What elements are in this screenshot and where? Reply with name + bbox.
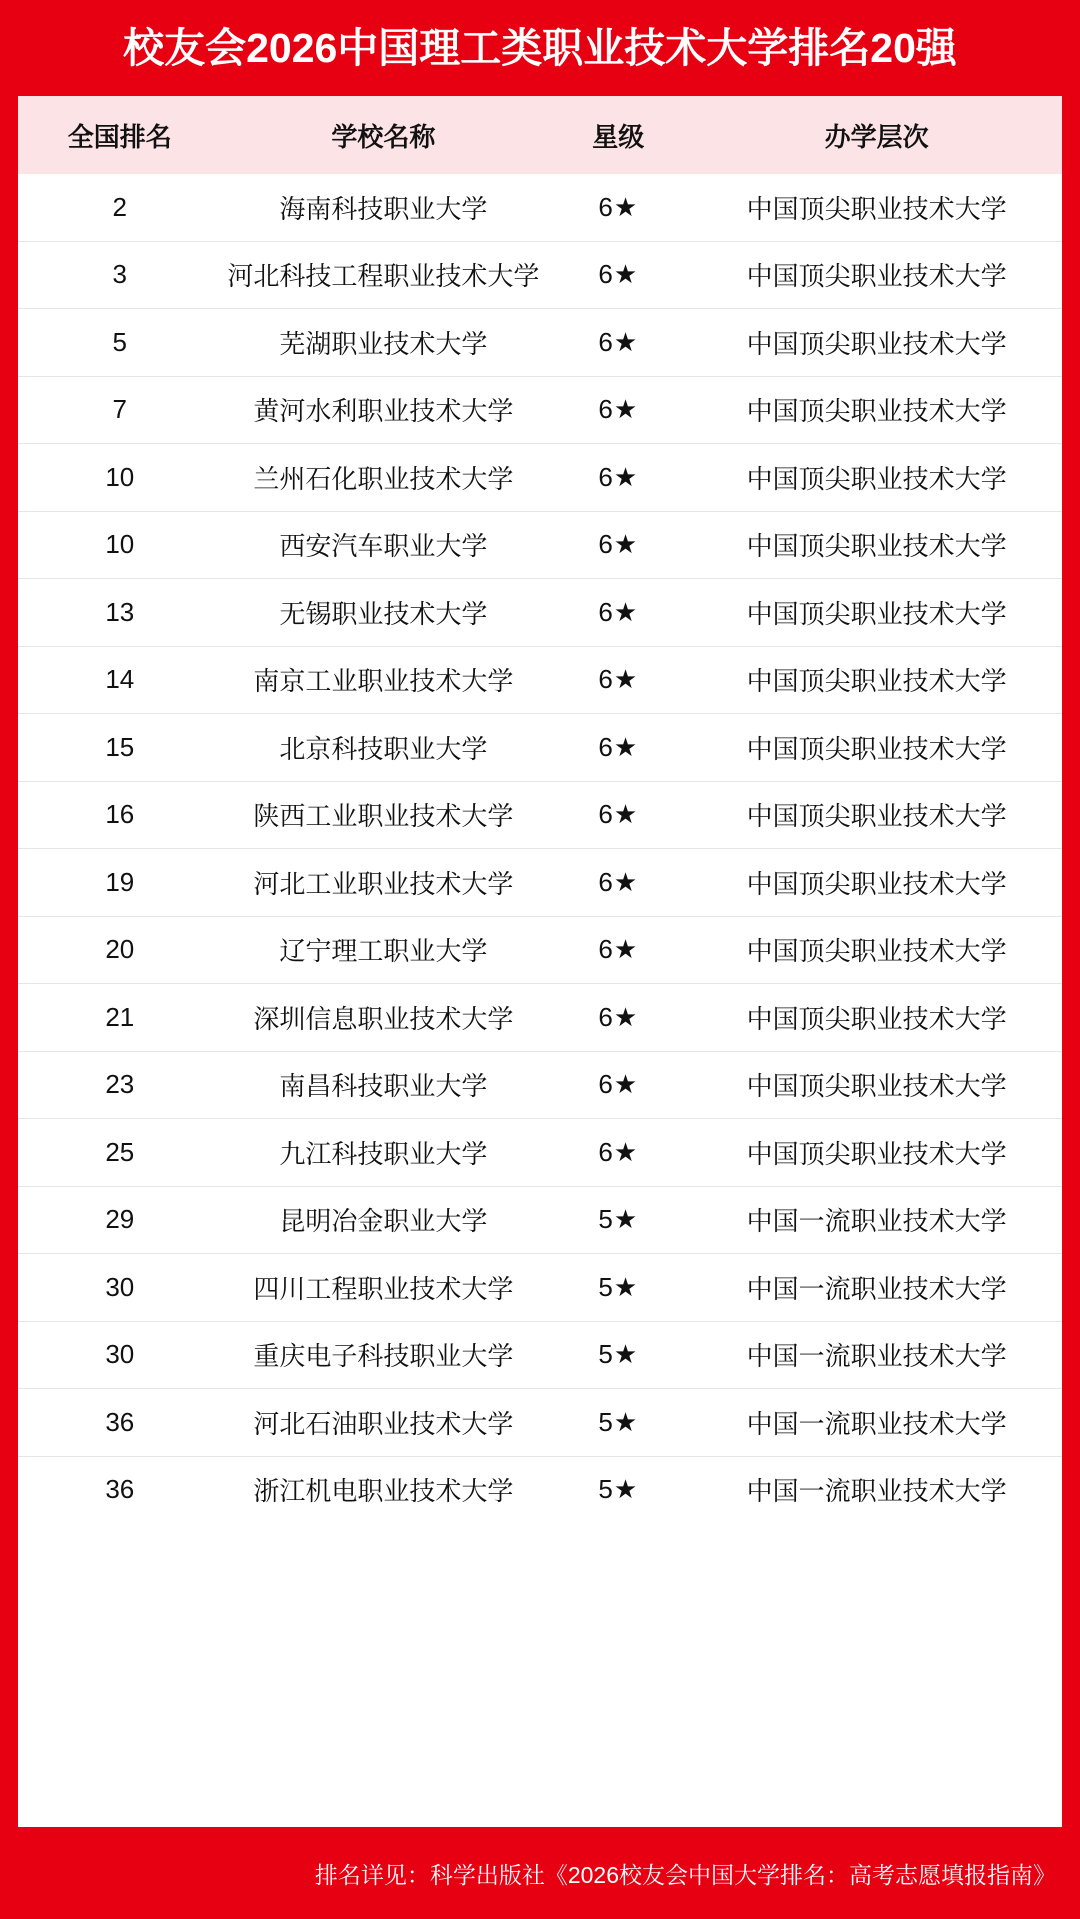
cell-rank: 21 xyxy=(18,984,222,1052)
poster-header xyxy=(18,0,1062,96)
cell-level: 中国顶尖职业技术大学 xyxy=(691,984,1062,1052)
cell-school-name: 河北工业职业技术大学 xyxy=(222,849,546,917)
cell-level: 中国顶尖职业技术大学 xyxy=(691,241,1062,309)
table-row xyxy=(18,1254,1062,1322)
cell-school-name: 昆明冶金职业大学 xyxy=(222,1186,546,1254)
cell-school-name: 河北科技工程职业技术大学 xyxy=(222,241,546,309)
cell-school-name: 芜湖职业技术大学 xyxy=(222,309,546,377)
cell-level: 中国顶尖职业技术大学 xyxy=(691,579,1062,647)
cell-rank: 36 xyxy=(18,1389,222,1457)
cell-star: 6★ xyxy=(545,376,691,444)
cell-rank: 23 xyxy=(18,1051,222,1119)
cell-rank: 7 xyxy=(18,376,222,444)
cell-school-name: 黄河水利职业技术大学 xyxy=(222,376,546,444)
cell-rank: 13 xyxy=(18,579,222,647)
cell-star: 6★ xyxy=(545,174,691,241)
page-title: 校友会2026中国理工类职业技术大学排名20强 xyxy=(123,24,957,71)
cell-rank: 15 xyxy=(18,714,222,782)
column-header-level: 办学层次 xyxy=(691,96,1062,174)
cell-school-name: 九江科技职业大学 xyxy=(222,1119,546,1187)
cell-level: 中国顶尖职业技术大学 xyxy=(691,781,1062,849)
cell-school-name: 河北石油职业技术大学 xyxy=(222,1389,546,1457)
cell-star: 6★ xyxy=(545,849,691,917)
table-row xyxy=(18,174,1062,241)
table-row xyxy=(18,511,1062,579)
cell-level: 中国顶尖职业技术大学 xyxy=(691,1051,1062,1119)
cell-rank: 20 xyxy=(18,916,222,984)
table-body xyxy=(18,174,1062,1523)
cell-level: 中国顶尖职业技术大学 xyxy=(691,714,1062,782)
cell-school-name: 重庆电子科技职业大学 xyxy=(222,1321,546,1389)
cell-rank: 2 xyxy=(18,174,222,241)
cell-school-name: 海南科技职业大学 xyxy=(222,174,546,241)
table-row xyxy=(18,1186,1062,1254)
cell-level: 中国顶尖职业技术大学 xyxy=(691,916,1062,984)
cell-star: 5★ xyxy=(545,1321,691,1389)
cell-school-name: 北京科技职业大学 xyxy=(222,714,546,782)
table-row xyxy=(18,916,1062,984)
cell-school-name: 陕西工业职业技术大学 xyxy=(222,781,546,849)
cell-rank: 29 xyxy=(18,1186,222,1254)
cell-level: 中国一流职业技术大学 xyxy=(746,1476,1007,1507)
cell-school-name: 无锡职业技术大学 xyxy=(222,579,546,647)
poster-footer xyxy=(18,1827,1062,1919)
table-row xyxy=(18,1389,1062,1457)
cell-level: 中国顶尖职业技术大学 xyxy=(691,1119,1062,1187)
table-row xyxy=(18,714,1062,782)
cell-rank: 36 xyxy=(105,1474,135,1505)
cell-star: 5★ xyxy=(598,1474,639,1505)
cell-level: 中国顶尖职业技术大学 xyxy=(691,376,1062,444)
cell-rank: 14 xyxy=(18,646,222,714)
table-row xyxy=(18,849,1062,917)
cell-star: 6★ xyxy=(545,241,691,309)
cell-star: 6★ xyxy=(545,1119,691,1187)
cell-star: 6★ xyxy=(545,511,691,579)
cell-rank: 16 xyxy=(18,781,222,849)
cell-level: 中国顶尖职业技术大学 xyxy=(691,646,1062,714)
table-header-row xyxy=(18,96,1062,174)
cell-rank: 5 xyxy=(18,309,222,377)
cell-school-name: 浙江机电职业技术大学 xyxy=(253,1476,514,1507)
table-row xyxy=(18,1456,1062,1523)
cell-rank: 30 xyxy=(18,1321,222,1389)
ranking-table-container xyxy=(18,96,1062,1827)
cell-school-name: 四川工程职业技术大学 xyxy=(222,1254,546,1322)
table-row xyxy=(18,984,1062,1052)
table-row xyxy=(18,646,1062,714)
cell-star: 6★ xyxy=(545,309,691,377)
table-row xyxy=(18,376,1062,444)
cell-rank: 10 xyxy=(18,511,222,579)
cell-rank: 10 xyxy=(18,444,222,512)
cell-rank: 3 xyxy=(18,241,222,309)
column-header-rank: 全国排名 xyxy=(18,96,222,174)
cell-school-name: 深圳信息职业技术大学 xyxy=(222,984,546,1052)
cell-star: 6★ xyxy=(545,984,691,1052)
cell-star: 6★ xyxy=(545,714,691,782)
table-row xyxy=(18,579,1062,647)
cell-level: 中国一流职业技术大学 xyxy=(691,1321,1062,1389)
cell-level: 中国一流职业技术大学 xyxy=(691,1389,1062,1457)
table-row xyxy=(18,444,1062,512)
cell-star: 6★ xyxy=(545,579,691,647)
column-header-star: 星级 xyxy=(545,96,691,174)
cell-level: 中国顶尖职业技术大学 xyxy=(691,174,1062,241)
cell-star: 5★ xyxy=(545,1389,691,1457)
cell-school-name: 兰州石化职业技术大学 xyxy=(222,444,546,512)
table-row xyxy=(18,1119,1062,1187)
column-header-school-name: 学校名称 xyxy=(222,96,546,174)
footer-note: 排名详见：科学出版社《2026校友会中国大学排名：高考志愿填报指南》 xyxy=(314,1861,1056,1888)
cell-school-name: 南京工业职业技术大学 xyxy=(222,646,546,714)
cell-level: 中国一流职业技术大学 xyxy=(691,1254,1062,1322)
cell-school-name: 辽宁理工职业大学 xyxy=(222,916,546,984)
cell-level: 中国顶尖职业技术大学 xyxy=(691,511,1062,579)
cell-star: 6★ xyxy=(545,1051,691,1119)
table-row xyxy=(18,1051,1062,1119)
cell-star: 6★ xyxy=(545,781,691,849)
cell-school-name: 西安汽车职业大学 xyxy=(222,511,546,579)
cell-level: 中国顶尖职业技术大学 xyxy=(691,444,1062,512)
table-row xyxy=(18,781,1062,849)
cell-level: 中国顶尖职业技术大学 xyxy=(691,309,1062,377)
cell-rank: 19 xyxy=(18,849,222,917)
ranking-table xyxy=(18,96,1062,1523)
table-row xyxy=(18,241,1062,309)
cell-rank: 25 xyxy=(18,1119,222,1187)
cell-star: 6★ xyxy=(545,916,691,984)
table-row xyxy=(18,1321,1062,1389)
cell-rank: 30 xyxy=(18,1254,222,1322)
cell-star: 6★ xyxy=(545,646,691,714)
cell-star: 5★ xyxy=(545,1254,691,1322)
cell-level: 中国一流职业技术大学 xyxy=(691,1186,1062,1254)
cell-school-name: 南昌科技职业大学 xyxy=(222,1051,546,1119)
table-header xyxy=(18,96,1062,174)
cell-star: 6★ xyxy=(545,444,691,512)
table-row xyxy=(18,309,1062,377)
cell-level: 中国顶尖职业技术大学 xyxy=(691,849,1062,917)
cell-star: 5★ xyxy=(545,1186,691,1254)
